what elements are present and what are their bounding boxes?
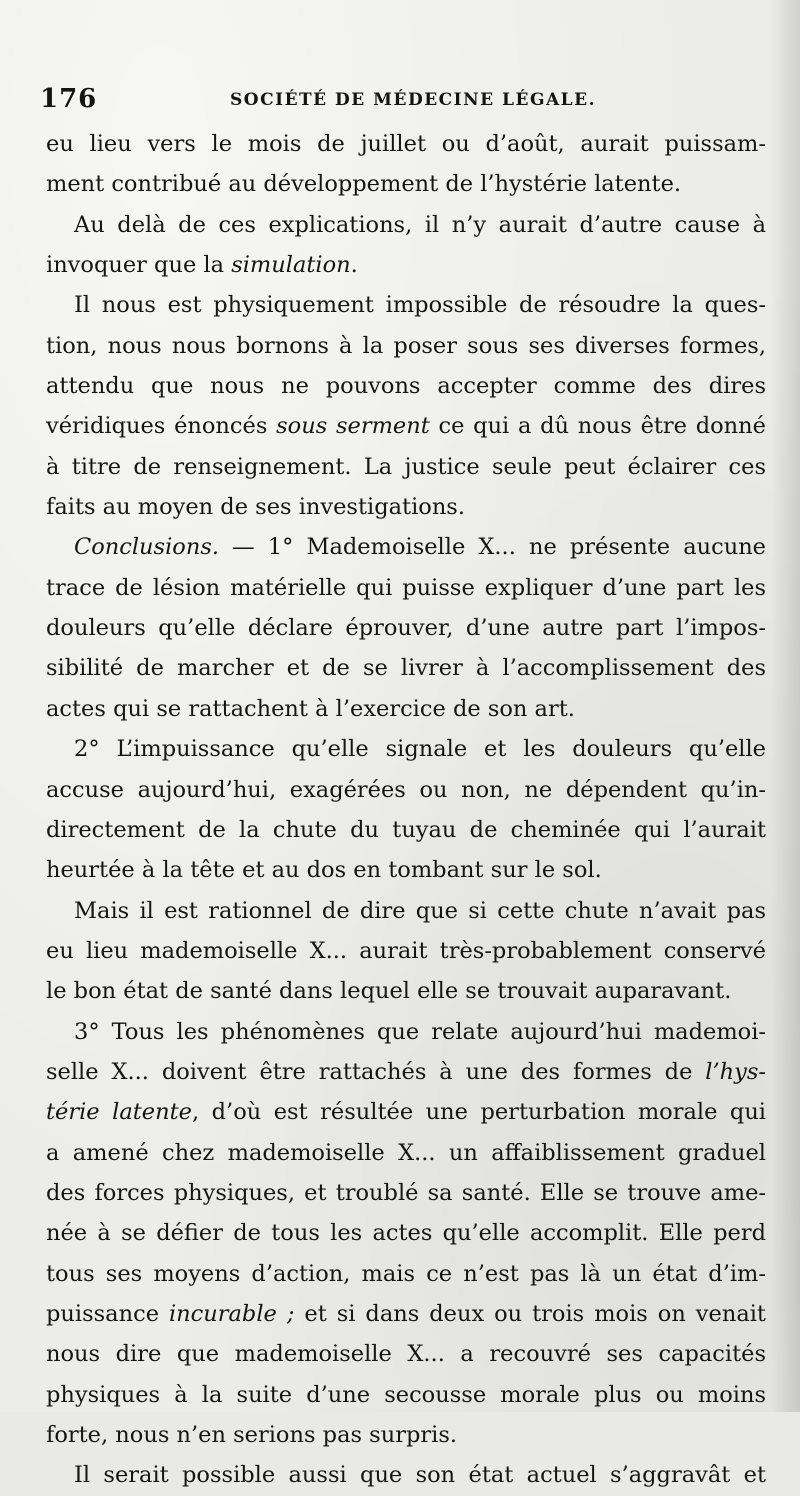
text-line <box>46 1012 766 1052</box>
text-line <box>46 1213 766 1253</box>
line-text: puissance <box>46 1300 169 1327</box>
text-line <box>46 850 766 890</box>
line-text: des forces physiques, et troublé sa santé. Elle se trouve ame- <box>46 1179 766 1206</box>
line-text: Au delà de ces explications, il n’y aurait d’autre cause à <box>74 211 766 238</box>
line-text: tion, nous nous bornons à la poser sous ses diverses formes, <box>46 332 766 359</box>
line-text: selle X... doivent être rattachés à une des formes de <box>46 1058 706 1085</box>
line-text: à titre de renseignement. La justice seule peut éclairer ces <box>46 453 766 480</box>
line-text: heurtée à la tête et au dos en tombant sur le sol. <box>46 857 602 884</box>
line-text: 2° L’impuissance qu’elle signale et les douleurs qu’elle <box>74 736 766 763</box>
line-text: physiques à la suite d’une secousse morale plus ou moins <box>46 1381 766 1408</box>
text-line <box>46 366 766 406</box>
text-line <box>46 810 766 850</box>
page-header <box>40 84 780 118</box>
text-line <box>46 406 766 446</box>
line-text: eu lieu mademoiselle X... aurait très-probablement conservé <box>46 937 766 964</box>
line-text: née à se défier de tous les actes qu’elle accomplit. Elle perd <box>46 1220 766 1247</box>
text-line <box>46 326 766 366</box>
line-text: eu lieu vers le mois de juillet ou d’août, aurait puissam- <box>46 131 766 157</box>
italic-term: simulation <box>231 252 351 279</box>
line-text: trace de lésion matérielle qui puisse expliquer d’une part les <box>46 574 766 601</box>
text-line <box>46 1133 766 1173</box>
line-text: nous dire que mademoiselle X... a recouvré ses capacités <box>46 1341 766 1368</box>
text-line <box>46 1334 766 1374</box>
line-text: Mais il est rationnel de dire que si cette chute n’avait pas <box>74 897 766 924</box>
text-line <box>46 568 766 608</box>
line-text: — 1° Mademoiselle X... ne présente aucune <box>219 534 766 561</box>
line-text: Il serait possible aussi que son état actuel s’aggravât et <box>74 1462 766 1489</box>
text-line <box>46 648 766 688</box>
running-head: SOCIÉTÉ DE MÉDECINE LÉGALE. <box>230 90 596 110</box>
line-text: le bon état de santé dans lequel elle se trouvait auparavant. <box>46 978 732 1005</box>
line-text: douleurs qu’elle déclare éprouver, d’une autre part l’impos- <box>46 615 766 642</box>
text-line <box>46 608 766 648</box>
line-text: véridiques énoncés <box>46 413 277 440</box>
text-line <box>46 245 766 285</box>
line-text: actes qui se rattachent à l’exercice de son art. <box>46 695 575 722</box>
text-line <box>46 285 766 325</box>
italic-term: Conclusions. <box>74 534 220 561</box>
text-line <box>46 487 766 527</box>
text-line <box>46 527 766 567</box>
line-text: 3° Tous les phénomènes que relate aujourd’hui mademoi- <box>74 1018 766 1045</box>
line-text: faits au moyen de ses investigations. <box>46 494 466 521</box>
line-text: tous ses moyens d’action, mais ce n’est pas là un état d’im- <box>46 1260 766 1287</box>
line-text: attendu que nous ne pouvons accepter comme des dires <box>46 373 766 400</box>
italic-term: incurable ; <box>168 1300 295 1327</box>
text-line <box>46 971 766 1011</box>
text-line <box>46 1415 766 1455</box>
text-line <box>46 1455 766 1495</box>
text-line <box>46 1375 766 1415</box>
line-text: et si dans deux ou trois mois on venait <box>294 1300 766 1327</box>
text-line <box>46 1294 766 1334</box>
line-text: a amené chez mademoiselle X... un affaiblissement graduel <box>46 1139 766 1166</box>
text-line <box>46 729 766 769</box>
text-line <box>46 447 766 487</box>
italic-term: térie latente <box>46 1099 192 1126</box>
text-line <box>46 1092 766 1132</box>
text-line <box>46 164 766 204</box>
text-line <box>46 124 766 164</box>
italic-term: sous serment <box>276 413 430 440</box>
page-number: 176 <box>40 84 98 114</box>
body-text <box>46 124 766 1496</box>
line-text: directement de la chute du tuyau de cheminée qui l’aurait <box>46 816 766 843</box>
text-line <box>46 1173 766 1213</box>
line-text: accuse aujourd’hui, exagérées ou non, ne dépendent qu’in- <box>46 776 766 803</box>
text-line <box>46 891 766 931</box>
line-text: sibilité de marcher et de se livrer à l’accomplissement des <box>46 655 766 682</box>
italic-term: l’hys- <box>705 1058 766 1085</box>
line-text: , d’où est résultée une perturbation morale qui <box>191 1099 767 1126</box>
line-text: forte, nous n’en serions pas surpris. <box>46 1422 458 1448</box>
page-edge-shadow <box>770 0 800 1412</box>
line-text: ce qui a dû nous être donné <box>429 413 766 440</box>
line-text: . <box>350 252 358 279</box>
line-text: Il nous est physiquement impossible de résoudre la ques- <box>74 292 766 319</box>
line-text: ment contribué au développement de l’hystérie latente. <box>46 171 682 198</box>
text-line <box>46 1254 766 1294</box>
text-line <box>46 689 766 729</box>
line-text: invoquer que la <box>46 252 232 279</box>
text-line <box>46 205 766 245</box>
text-line <box>46 770 766 810</box>
text-line <box>46 931 766 971</box>
text-line <box>46 1052 766 1092</box>
